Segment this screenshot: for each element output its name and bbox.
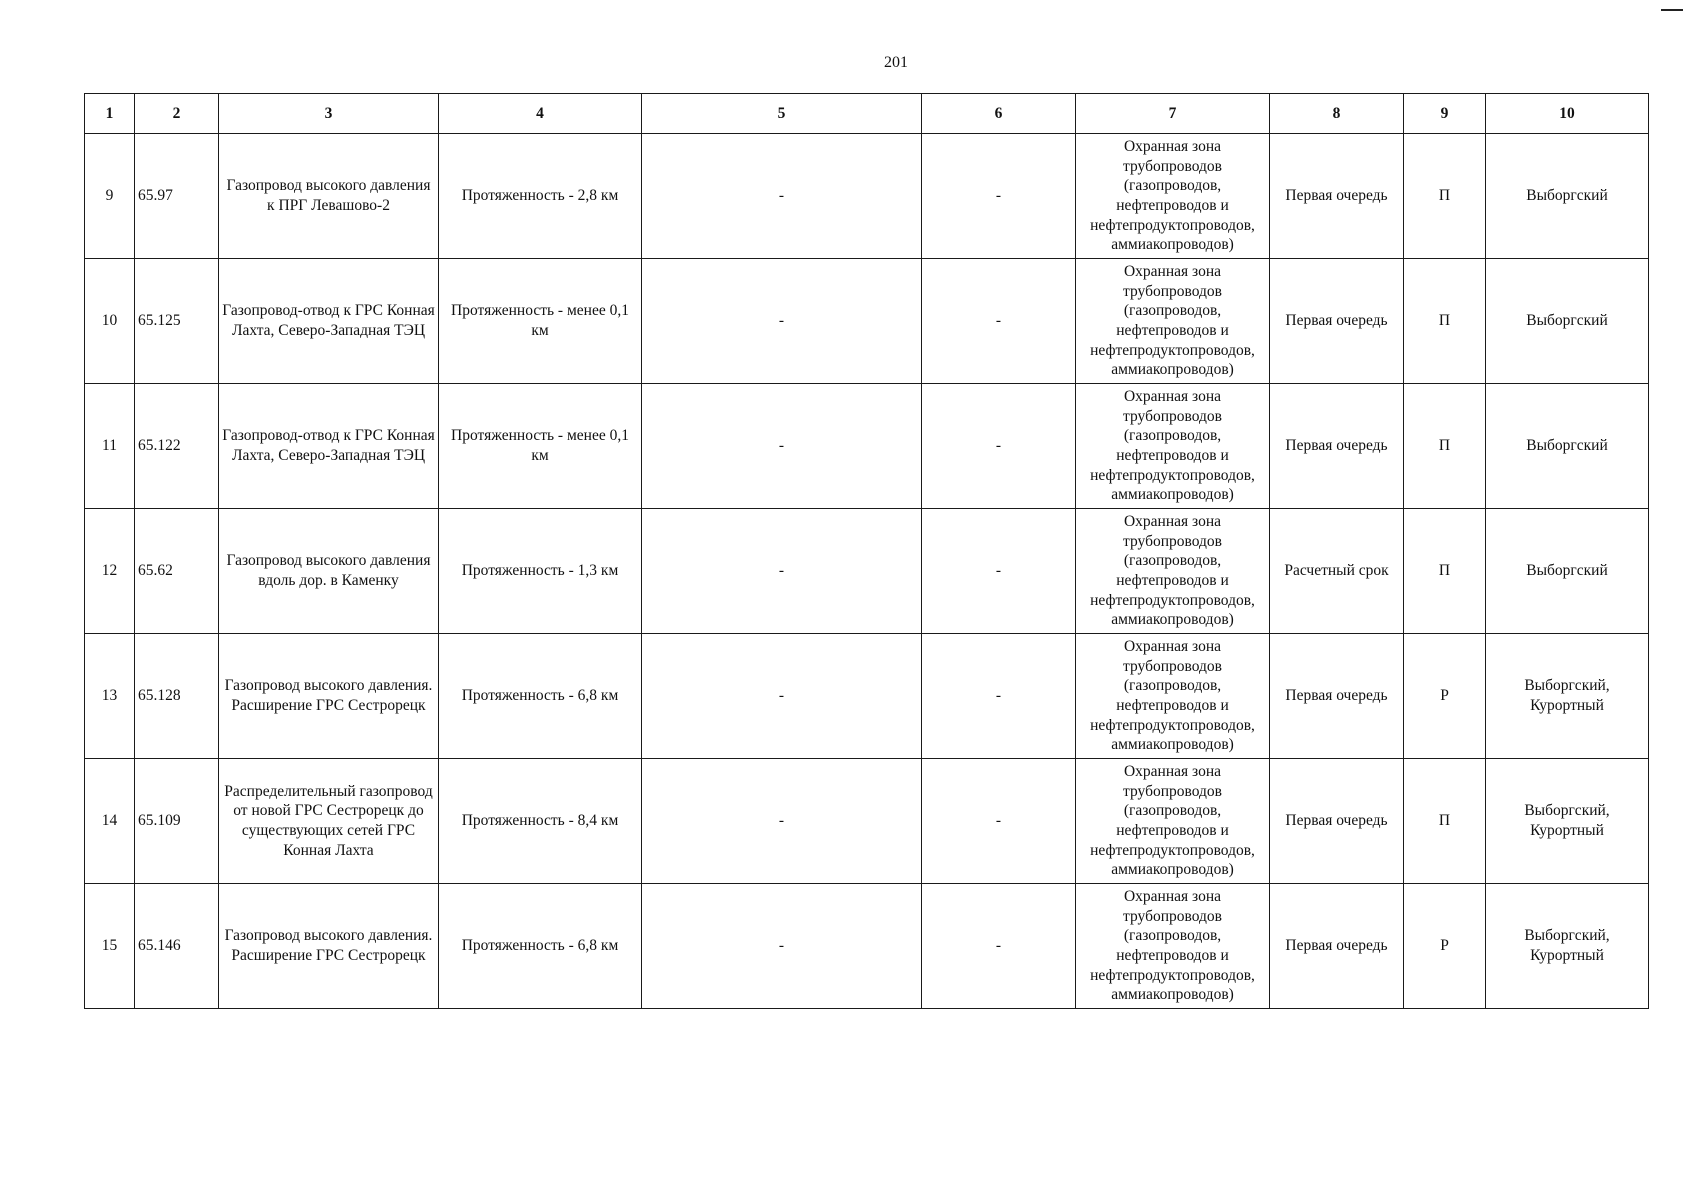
object-code: 65.122	[135, 384, 219, 509]
table-row	[85, 884, 1649, 1009]
table-row	[85, 259, 1649, 384]
table-row	[85, 759, 1649, 884]
column-6-value: -	[922, 634, 1076, 759]
row-number: 11	[85, 384, 135, 509]
object-type: Р	[1404, 884, 1486, 1009]
object-type: П	[1404, 384, 1486, 509]
column-6-value: -	[922, 759, 1076, 884]
header-cell: 8	[1270, 94, 1404, 134]
object-name: Газопровод высокого давления к ПРГ Левашово-2	[219, 134, 439, 259]
row-number: 12	[85, 509, 135, 634]
object-length: Протяженность - 8,4 км	[439, 759, 642, 884]
header-cell: 5	[642, 94, 922, 134]
district: Выборгский, Курортный	[1486, 884, 1649, 1009]
page-number: 201	[884, 54, 908, 71]
object-length: Протяженность - 6,8 км	[439, 634, 642, 759]
implementation-stage: Первая очередь	[1270, 634, 1404, 759]
district: Выборгский	[1486, 384, 1649, 509]
object-length: Протяженность - менее 0,1 км	[439, 384, 642, 509]
protection-zone: Охранная зона трубопроводов (газопроводов, нефтепроводов и нефтепродуктопроводов, аммиакопроводов)	[1076, 759, 1270, 884]
implementation-stage: Расчетный срок	[1270, 509, 1404, 634]
row-number: 9	[85, 134, 135, 259]
header-cell: 2	[135, 94, 219, 134]
header-cell: 3	[219, 94, 439, 134]
column-5-value: -	[642, 384, 922, 509]
protection-zone: Охранная зона трубопроводов (газопроводов, нефтепроводов и нефтепродуктопроводов, аммиакопроводов)	[1076, 509, 1270, 634]
row-number: 10	[85, 259, 135, 384]
object-code: 65.146	[135, 884, 219, 1009]
protection-zone: Охранная зона трубопроводов (газопроводов, нефтепроводов и нефтепродуктопроводов, аммиакопроводов)	[1076, 134, 1270, 259]
object-name: Распределительный газопровод от новой ГРС Сестрорецк до существующих сетей ГРС Конная Лахта	[219, 759, 439, 884]
protection-zone: Охранная зона трубопроводов (газопроводов, нефтепроводов и нефтепродуктопроводов, аммиакопроводов)	[1076, 884, 1270, 1009]
district: Выборгский, Курортный	[1486, 759, 1649, 884]
object-code: 65.125	[135, 259, 219, 384]
column-5-value: -	[642, 134, 922, 259]
column-6-value: -	[922, 384, 1076, 509]
implementation-stage: Первая очередь	[1270, 884, 1404, 1009]
object-name: Газопровод высокого давления. Расширение ГРС Сестрорецк	[219, 884, 439, 1009]
implementation-stage: Первая очередь	[1270, 259, 1404, 384]
district: Выборгский, Курортный	[1486, 634, 1649, 759]
object-type: П	[1404, 134, 1486, 259]
object-code: 65.128	[135, 634, 219, 759]
object-type: П	[1404, 759, 1486, 884]
header-cell: 9	[1404, 94, 1486, 134]
object-length: Протяженность - менее 0,1 км	[439, 259, 642, 384]
object-length: Протяженность - 2,8 км	[439, 134, 642, 259]
row-number: 13	[85, 634, 135, 759]
object-code: 65.62	[135, 509, 219, 634]
protection-zone: Охранная зона трубопроводов (газопроводов, нефтепроводов и нефтепродуктопроводов, аммиакопроводов)	[1076, 259, 1270, 384]
object-length: Протяженность - 6,8 км	[439, 884, 642, 1009]
object-type: Р	[1404, 634, 1486, 759]
object-name: Газопровод-отвод к ГРС Конная Лахта, Северо-Западная ТЭЦ	[219, 259, 439, 384]
header-cell: 1	[85, 94, 135, 134]
row-number: 14	[85, 759, 135, 884]
table-row	[85, 634, 1649, 759]
column-5-value: -	[642, 259, 922, 384]
column-6-value: -	[922, 134, 1076, 259]
object-type: П	[1404, 259, 1486, 384]
data-table	[84, 93, 1649, 1009]
column-5-value: -	[642, 759, 922, 884]
column-6-value: -	[922, 259, 1076, 384]
object-code: 65.97	[135, 134, 219, 259]
protection-zone: Охранная зона трубопроводов (газопроводов, нефтепроводов и нефтепродуктопроводов, аммиакопроводов)	[1076, 634, 1270, 759]
implementation-stage: Первая очередь	[1270, 134, 1404, 259]
header-cell: 4	[439, 94, 642, 134]
implementation-stage: Первая очередь	[1270, 759, 1404, 884]
table-row	[85, 509, 1649, 634]
implementation-stage: Первая очередь	[1270, 384, 1404, 509]
header-cell: 10	[1486, 94, 1649, 134]
column-5-value: -	[642, 884, 922, 1009]
column-5-value: -	[642, 509, 922, 634]
object-type: П	[1404, 509, 1486, 634]
header-cell: 7	[1076, 94, 1270, 134]
protection-zone: Охранная зона трубопроводов (газопроводов, нефтепроводов и нефтепродуктопроводов, аммиакопроводов)	[1076, 384, 1270, 509]
district: Выборгский	[1486, 509, 1649, 634]
table-row	[85, 134, 1649, 259]
object-code: 65.109	[135, 759, 219, 884]
district: Выборгский	[1486, 134, 1649, 259]
district: Выборгский	[1486, 259, 1649, 384]
header-row	[85, 94, 1649, 134]
header-cell: 6	[922, 94, 1076, 134]
object-length: Протяженность - 1,3 км	[439, 509, 642, 634]
column-6-value: -	[922, 509, 1076, 634]
object-name: Газопровод-отвод к ГРС Конная Лахта, Северо-Западная ТЭЦ	[219, 384, 439, 509]
column-6-value: -	[922, 884, 1076, 1009]
row-number: 15	[85, 884, 135, 1009]
column-5-value: -	[642, 634, 922, 759]
corner-mark	[1661, 9, 1683, 11]
object-name: Газопровод высокого давления. Расширение ГРС Сестрорецк	[219, 634, 439, 759]
table-row	[85, 384, 1649, 509]
object-name: Газопровод высокого давления вдоль дор. в Каменку	[219, 509, 439, 634]
